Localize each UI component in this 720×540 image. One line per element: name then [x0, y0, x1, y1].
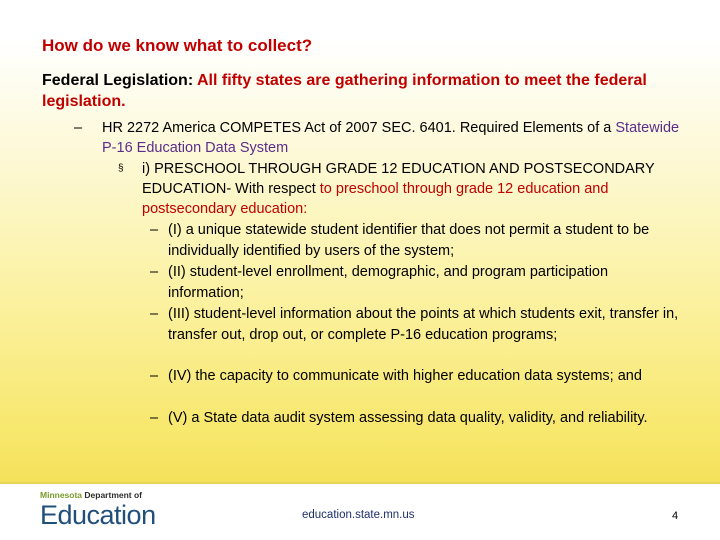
list-item: [150, 408, 683, 429]
item-dash: –: [150, 410, 159, 426]
list-item: [150, 366, 683, 387]
list-item: [150, 262, 683, 303]
item-dash: –: [150, 368, 159, 384]
slide-title: How do we know what to collect?: [42, 36, 313, 55]
logo-tagline: [40, 490, 156, 500]
item-dash: –: [150, 264, 159, 280]
item-text: (II) student-level enrollment, demographic, and program participation information;: [168, 264, 609, 301]
lead-label: Federal Legislation:: [42, 72, 197, 89]
item-dash: –: [150, 222, 159, 238]
footer-url: education.state.mn.us: [302, 509, 415, 521]
list-item: [150, 220, 683, 261]
logo-state: Minnesota: [40, 490, 83, 500]
lead-paragraph: [42, 70, 682, 112]
mde-logo: [40, 490, 156, 530]
level1-item: [74, 118, 682, 158]
footer-divider: [0, 482, 720, 484]
logo-wordmark: Education: [40, 500, 156, 530]
page-number: 4: [672, 510, 679, 522]
lead-highlight: All fifty states are gathering information to meet the federal legislation.: [42, 72, 647, 110]
level2-item: [118, 159, 682, 219]
item-text: (III) student-level information about the points at which students exit, transfer in, transfer out, drop out, or complete P-16 education programs;: [168, 306, 679, 343]
square-bullet-icon: §: [118, 163, 124, 174]
item-text: (IV) the capacity to communicate with higher education data systems; and: [168, 368, 642, 384]
item-text: (V) a State data audit system assessing data quality, validity, and reliability.: [168, 410, 648, 426]
level1-text: HR 2272 America COMPETES Act of 2007 SEC. 6401. Required Elements of a: [102, 120, 616, 136]
level1-highlight: Statewide P-16 Education Data System: [102, 120, 680, 156]
item-dash: –: [150, 306, 159, 322]
level2-highlight: to preschool through grade 12 education and postsecondary education:: [142, 181, 609, 217]
level1-dash: –: [74, 120, 83, 136]
list-item: [150, 304, 683, 345]
logo-dept: Department of: [82, 490, 143, 500]
item-text: (I) a unique statewide student identifier that does not permit a student to be individually identified by users of the system;: [168, 222, 650, 259]
level2-text: i) PRESCHOOL THROUGH GRADE 12 EDUCATION AND POSTSECONDARY EDUCATION- With respect: [142, 161, 655, 197]
